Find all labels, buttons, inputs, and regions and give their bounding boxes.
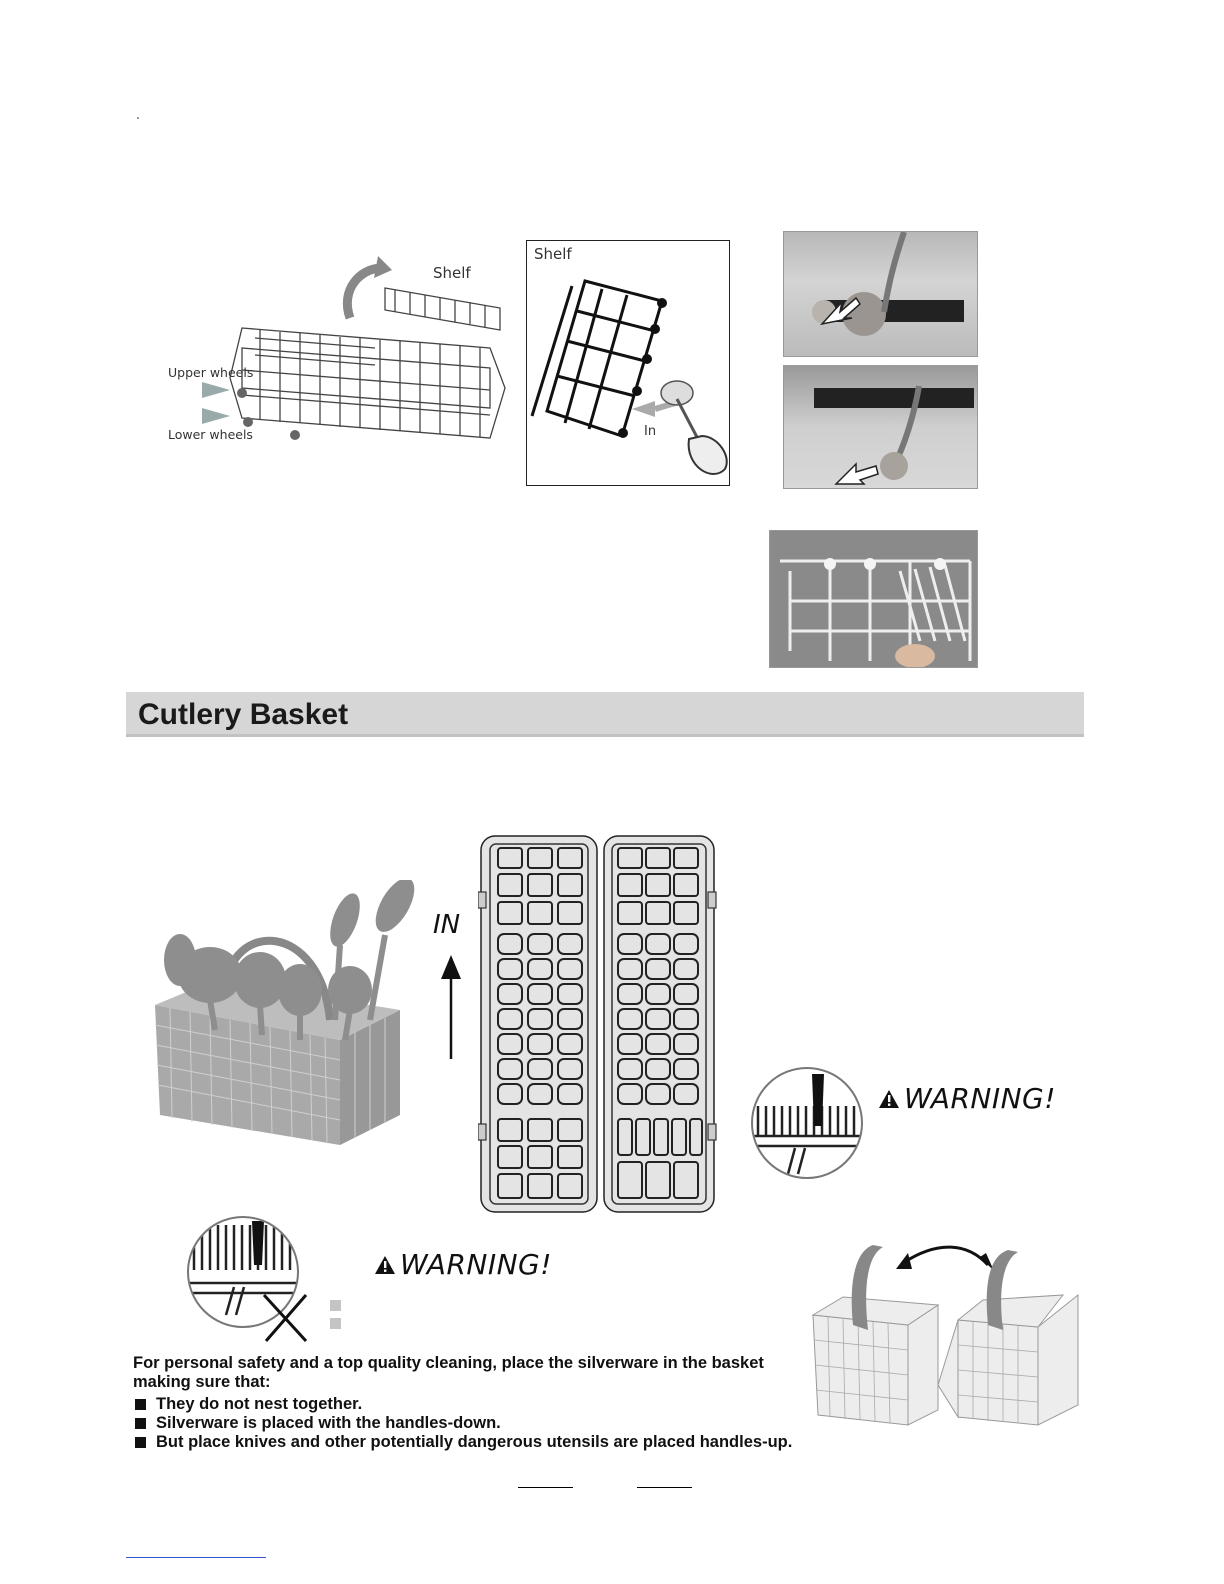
lower-wheels-label: Lower wheels [168,427,253,442]
magnifier-right [750,1066,865,1181]
wheel-photo-top-drawing [784,232,977,356]
warning-triangle-icon [878,1089,900,1109]
warning-left [374,1248,552,1281]
warning-triangle-icon [374,1255,396,1275]
bullet-text: Silverware is placed with the handles-down. [156,1414,501,1432]
magnifier-left [186,1215,321,1345]
upper-wheels-label: Upper wheels [168,365,254,380]
bullet-text: But place knives and other potentially dangerous utensils are placed handles-up. [156,1433,793,1451]
footer-rule-left [518,1487,573,1488]
warning-left-text: WARNING! [400,1248,552,1281]
shelf-drawing [527,241,731,487]
in-label: In [644,424,657,439]
magnifier-right-drawing [750,1066,865,1181]
cutlery-basket-figure [150,880,420,1150]
wheel-photo-bottom-drawing [784,366,977,488]
cutlery-basket-drawing [150,880,420,1150]
wheel-photo-bottom [783,365,978,489]
cutlery-tray-topview [478,834,718,1214]
rack-photo-drawing [770,531,977,667]
in-arrow-icon [440,955,462,1060]
square-bullet-icon [135,1399,146,1410]
list-item [133,1395,833,1414]
shelf-box-figure [526,240,730,486]
instructions-intro: For personal safety and a top quality cleaning, place the silverware in the basket making sure that: [133,1354,764,1391]
rack-photo [769,530,978,668]
in-direction-label: IN [433,910,461,940]
shelf-label: Shelf [433,264,471,282]
magnifier-left-drawing [186,1215,321,1345]
bullet-text: They do not nest together. [156,1395,363,1413]
wheel-photo-top [783,231,978,357]
square-bullet-icon [135,1437,146,1448]
list-item [133,1433,833,1452]
stray-dot [137,117,139,119]
grey-bullet-marker [330,1318,341,1329]
instructions-bullets [133,1395,833,1452]
grey-bullet-marker [330,1300,341,1311]
basket-lid-drawing [808,1235,1088,1430]
warning-right [878,1082,1056,1115]
footer-rule-right [637,1487,692,1488]
warning-right-text: WARNING! [904,1082,1056,1115]
list-item [133,1414,833,1433]
section-title: Cutlery Basket [138,698,349,731]
square-bullet-icon [135,1418,146,1429]
footer-link-underline [126,1557,266,1558]
basket-lid-figure [808,1235,1088,1430]
upper-rack-figure [160,230,510,455]
cutlery-basket-section-header [126,692,1084,737]
cutlery-tray-drawing [478,834,718,1214]
shelf-box-title: Shelf [534,245,572,263]
